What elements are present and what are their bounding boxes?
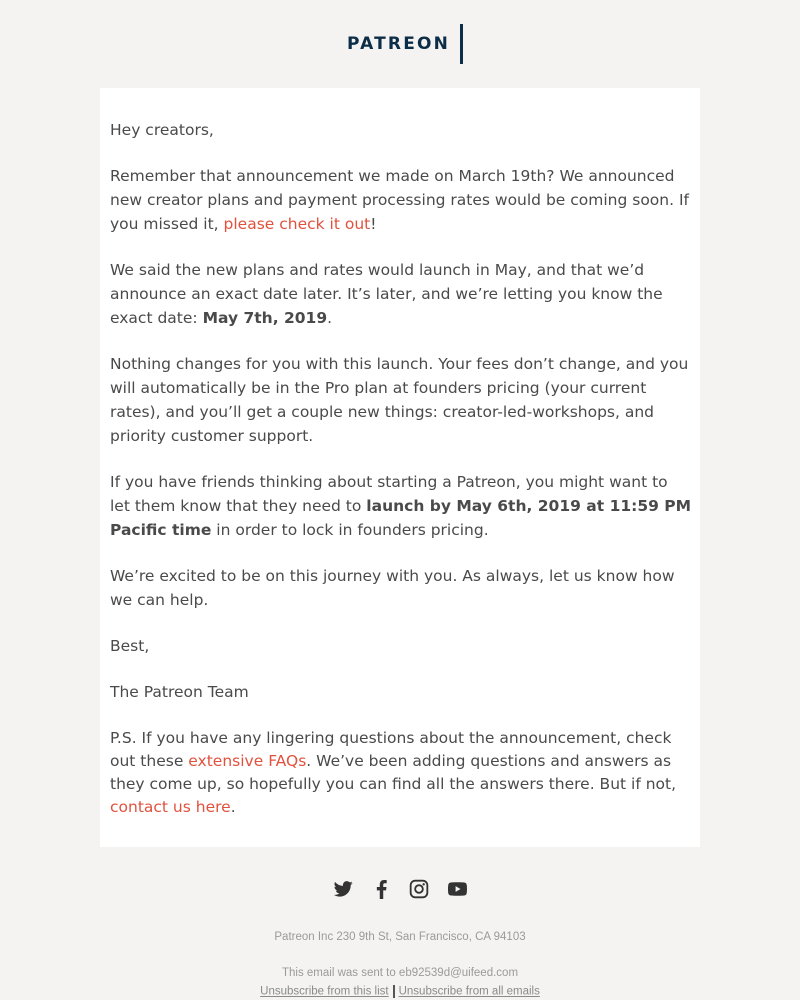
paragraph-end: .: [230, 798, 236, 816]
email-body: [110, 118, 692, 841]
paragraph-launch-date: [110, 258, 692, 330]
paragraph-nothing-changes: [110, 352, 692, 448]
twitter-icon[interactable]: [332, 876, 354, 902]
paragraph-ps: [110, 727, 692, 819]
company-address: Patreon Inc 230 9th St, San Francisco, CA 94103: [274, 931, 526, 943]
sent-to-notice: This email was sent to eb92539d@uifeed.com: [281, 967, 519, 979]
paragraph-friends: [110, 470, 692, 542]
launch-date: May 7th, 2019: [202, 309, 328, 327]
unsubscribe-links: [0, 985, 800, 998]
logo-text: PATREON: [347, 34, 451, 54]
separator: [393, 985, 395, 998]
paragraph-text: P.S. If you have any lingering questions about the announcement, check out these: [110, 729, 672, 770]
email-header: [0, 0, 800, 88]
paragraph-announcement: [110, 164, 692, 236]
contact-us-link[interactable]: contact us here: [110, 798, 231, 816]
paragraph-end: !: [370, 215, 377, 233]
greeting-text: Hey creators,: [110, 121, 214, 139]
paragraph-text: Remember that announcement we made on March 19th? We announced new creator plans and payment processing rates would be coming soon. If you missed it,: [110, 167, 689, 233]
signoff-text: Best,: [110, 637, 150, 655]
unsubscribe-all-link[interactable]: Unsubscribe from all emails: [398, 985, 540, 998]
instagram-icon[interactable]: [408, 876, 430, 902]
greeting: [110, 118, 692, 142]
launch-deadline: launch by May 6th, 2019 at 11:59 PM Pacific time: [110, 497, 692, 539]
paragraph-excited: [110, 564, 692, 612]
facebook-icon[interactable]: [370, 876, 392, 902]
signature-text: The Patreon Team: [110, 683, 249, 701]
paragraph-text: If you have friends thinking about starting a Patreon, you might want to let them know that they need to: [110, 473, 668, 515]
signoff: [110, 634, 692, 658]
paragraph-text: Nothing changes for you with this launch. Your fees don’t change, and you will automatically be in the Pro plan at founders pricing (your current rates), and you’ll get a couple new things: creator-led-workshops, and priority customer support.: [110, 355, 689, 445]
email-card: [100, 88, 700, 847]
faqs-link[interactable]: extensive FAQs: [188, 752, 307, 770]
patreon-logo[interactable]: [347, 24, 463, 64]
signature: [110, 680, 692, 704]
paragraph-text: We’re excited to be on this journey with you. As always, let us know how we can help.: [110, 567, 675, 609]
social-links: [0, 876, 800, 902]
paragraph-end: .: [327, 309, 333, 327]
check-it-out-link[interactable]: please check it out: [223, 215, 371, 233]
youtube-icon[interactable]: [446, 876, 468, 902]
logo-bar: [460, 24, 463, 64]
paragraph-end: in order to lock in founders pricing.: [211, 521, 489, 539]
paragraph-text: We said the new plans and rates would launch in May, and that we’d announce an exact date later. It’s later, and we’re letting you know the exact date:: [110, 261, 663, 327]
unsubscribe-list-link[interactable]: Unsubscribe from this list: [260, 985, 389, 998]
paragraph-text-mid: . We’ve been adding questions and answers as they come up, so hopefully you can find all the answers there. But if not,: [110, 752, 677, 793]
